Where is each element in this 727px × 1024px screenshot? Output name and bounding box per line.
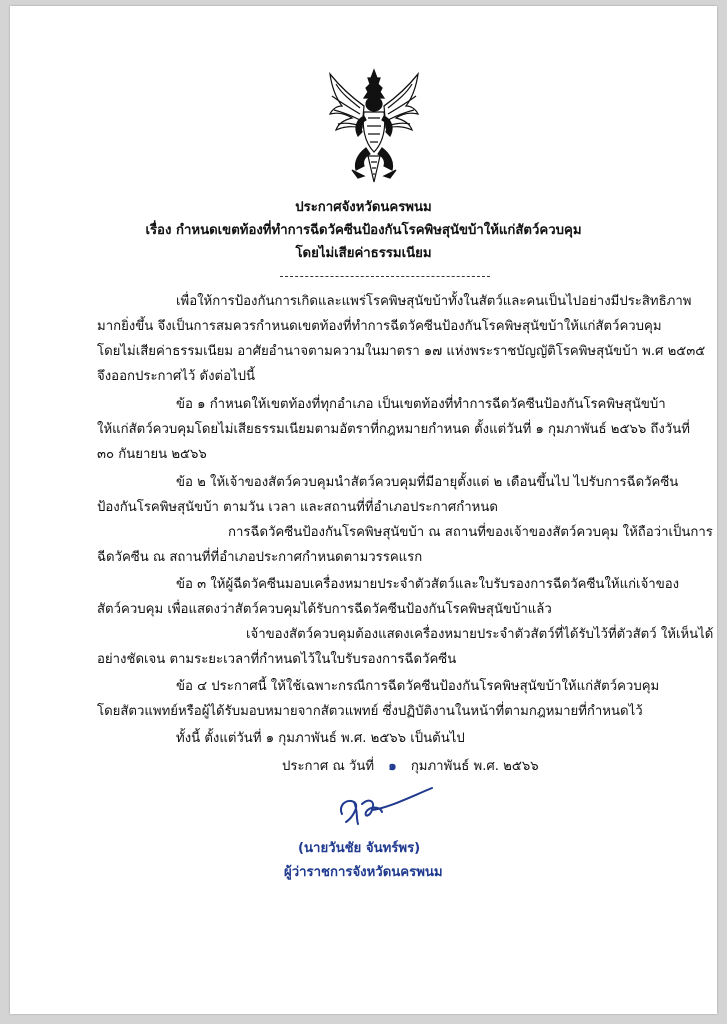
para4-line1: ข้อ ๓ ให้ผู้ฉีดวัคซีนมอบเครื่องหมายประจำตัวสัตว์และใบรับรองการฉีดวัคซีนให้แก่เจ้าของ: [176, 577, 680, 592]
effective-date-line: ทั้งนี้ ตั้งแต่วันที่ ๑ กุมภาพันธ์ พ.ศ. ๒๕๖๖ เป็นต้นไป: [176, 731, 465, 746]
subject-line: เรื่อง กำหนดเขตท้องที่ทำการฉีดวัคซีนป้องกันโรคพิษสุนัขบ้าให้แก่สัตว์ควบคุม: [145, 223, 582, 238]
date-suffix: กุมภาพันธ์ พ.ศ. ๒๕๖๖: [410, 759, 539, 774]
para3-line4: ฉีดวัคซีน ณ สถานที่ที่อำเภอประกาศกำหนดตามวรรคแรก: [97, 550, 423, 565]
para3-line1: ข้อ ๒ ให้เจ้าของสัตว์ควบคุมนำสัตว์ควบคุมที่มีอายุตั้งแต่ ๒ เดือนขึ้นไป ไปรับการฉีดวัคซีน: [176, 475, 679, 490]
date-prefix: ประกาศ ณ วันที่: [282, 759, 375, 774]
announcement-date: [282, 756, 539, 778]
para4-line3: เจ้าของสัตว์ควบคุมต้องแสดงเครื่องหมายประจำตัวสัตว์ที่ได้รับไว้ที่ตัวสัตว์ ให้เห็นได้: [246, 627, 714, 642]
signature-icon: [328, 784, 438, 834]
document-page: [10, 6, 717, 1014]
para5-line1: ข้อ ๔ ประกาศนี้ ให้ใช้เฉพาะกรณีการฉีดวัคซีนป้องกันโรคพิษสุนัขบ้าให้แก่สัตว์ควบคุม: [176, 679, 660, 694]
para1-line1: เพื่อให้การป้องกันการเกิดและแพร่โรคพิษสุนัขบ้าทั้งในสัตว์และคนเป็นไปอย่างมีประสิทธิภาพ: [176, 294, 692, 309]
para1-line2: มากยิ่งขึ้น จึงเป็นการสมควรกำหนดเขตท้องที่ทำการฉีดวัคซีนป้องกันโรคพิษสุนัขบ้าให้แก่สัตว์ควบคุม: [97, 319, 662, 334]
date-day: ๑: [388, 759, 397, 774]
signer-position: ผู้ว่าราชการจังหวัดนครพนม: [284, 865, 443, 880]
para3-line3: การฉีดวัคซีนป้องกันโรคพิษสุนัขบ้า ณ สถานที่ของเจ้าของสัตว์ควบคุม ให้ถือว่าเป็นการ: [228, 525, 713, 540]
garuda-emblem-icon: [328, 66, 420, 184]
para2-line3: ๓๐ กันยายน ๒๕๖๖: [97, 447, 207, 462]
subject-line-continued: โดยไม่เสียค่าธรรมเนียม: [295, 246, 432, 261]
issuer-title: ประกาศจังหวัดนครพนม: [295, 200, 432, 215]
announcement-title: [10, 196, 717, 265]
para1-line4: จึงออกประกาศไว้ ดังต่อไปนี้: [97, 369, 256, 384]
para1-line3: โดยไม่เสียค่าธรรมเนียม อาศัยอำนาจตามความในมาตรา ๑๗ แห่งพระราชบัญญัติโรคพิษสุนัขบ้า พ.ศ ๒๕๓๕: [97, 344, 706, 359]
para3-line2: ป้องกันโรคพิษสุนัขบ้า ตามวัน เวลา และสถานที่ที่อำเภอประกาศกำหนด: [97, 500, 498, 515]
para2-line2: ให้แก่สัตว์ควบคุมโดยไม่เสียธรรมเนียมตามอัตราที่กฎหมายกำหนด ตั้งแต่วันที่ ๑ กุมภาพันธ์ ๒๕๖๖ ถึงวันที่: [97, 422, 690, 437]
para2-line1: ข้อ ๑ กำหนดให้เขตท้องที่ทุกอำเภอ เป็นเขตท้องที่ทำการฉีดวัคซีนป้องกันโรคพิษสุนัขบ้า: [176, 397, 666, 412]
para4-line2: สัตว์ควบคุม เพื่อแสดงว่าสัตว์ควบคุมได้รับการฉีดวัคซีนป้องกันโรคพิษสุนัขบ้าแล้ว: [97, 602, 552, 617]
signer-name: (นายวันชัย จันทร์พร): [298, 841, 421, 856]
divider: [280, 276, 490, 277]
para4-line4: อย่างชัดเจน ตามระยะเวลาที่กำหนดไว้ในใบรับรองการฉีดวัคซีน: [97, 652, 457, 667]
para5-line2: โดยสัตวแพทย์หรือผู้ได้รับมอบหมายจากสัตวแพทย์ ซึ่งปฏิบัติงานในหน้าที่ตามกฎหมายที่กำหนดไว้: [97, 704, 643, 719]
